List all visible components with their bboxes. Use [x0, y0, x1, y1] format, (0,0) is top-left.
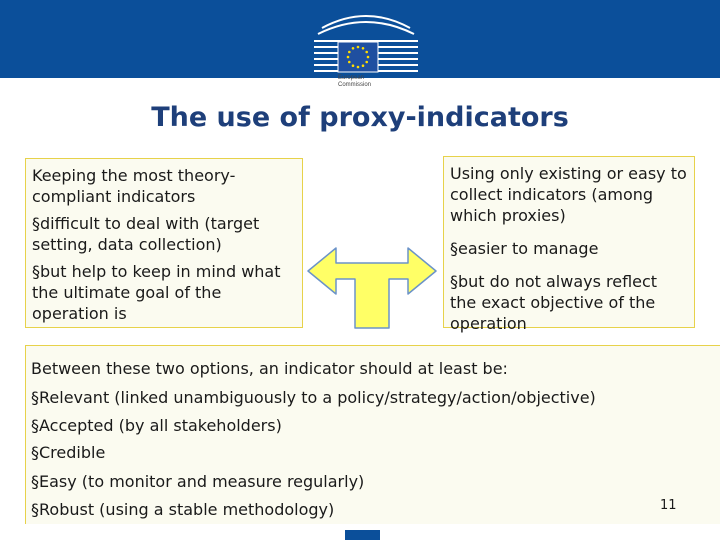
left-box-bullet: §but help to keep in mind what the ultimate goal of the operation is	[32, 262, 281, 323]
right-option-box	[443, 156, 695, 333]
page-number: 11	[660, 498, 677, 513]
left-box-bullet: §difficult to deal with (target setting, data collection)	[32, 214, 260, 254]
logo-caption	[338, 75, 398, 89]
criteria-item: §Credible	[31, 443, 106, 462]
criteria-panel	[25, 345, 720, 524]
criteria-item: §Relevant (linked unambiguously to a policy/strategy/action/objective)	[31, 388, 596, 407]
left-option-box	[25, 158, 303, 328]
logo-caption-line: Commission	[338, 82, 372, 88]
criteria-item: §Robust (using a stable methodology)	[31, 500, 335, 519]
criteria-intro: Between these two options, an indicator should at least be:	[31, 359, 508, 378]
right-box-heading: Using only existing or easy to collect indicators (among which proxies)	[450, 164, 687, 225]
bottom-accent-stripe	[345, 530, 380, 540]
bidirectional-arrow-icon	[306, 244, 438, 330]
logo-caption-line: European	[338, 75, 365, 81]
left-box-heading: Keeping the most theory-compliant indicators	[32, 166, 236, 206]
right-box-bullet: §but do not always reflect the exact objective of the operation	[450, 272, 658, 333]
criteria-item: §Accepted (by all stakeholders)	[31, 416, 282, 435]
right-box-bullet: §easier to manage	[450, 239, 599, 258]
slide-title: The use of proxy-indicators	[151, 102, 569, 133]
criteria-item: §Easy (to monitor and measure regularly)	[31, 472, 365, 491]
